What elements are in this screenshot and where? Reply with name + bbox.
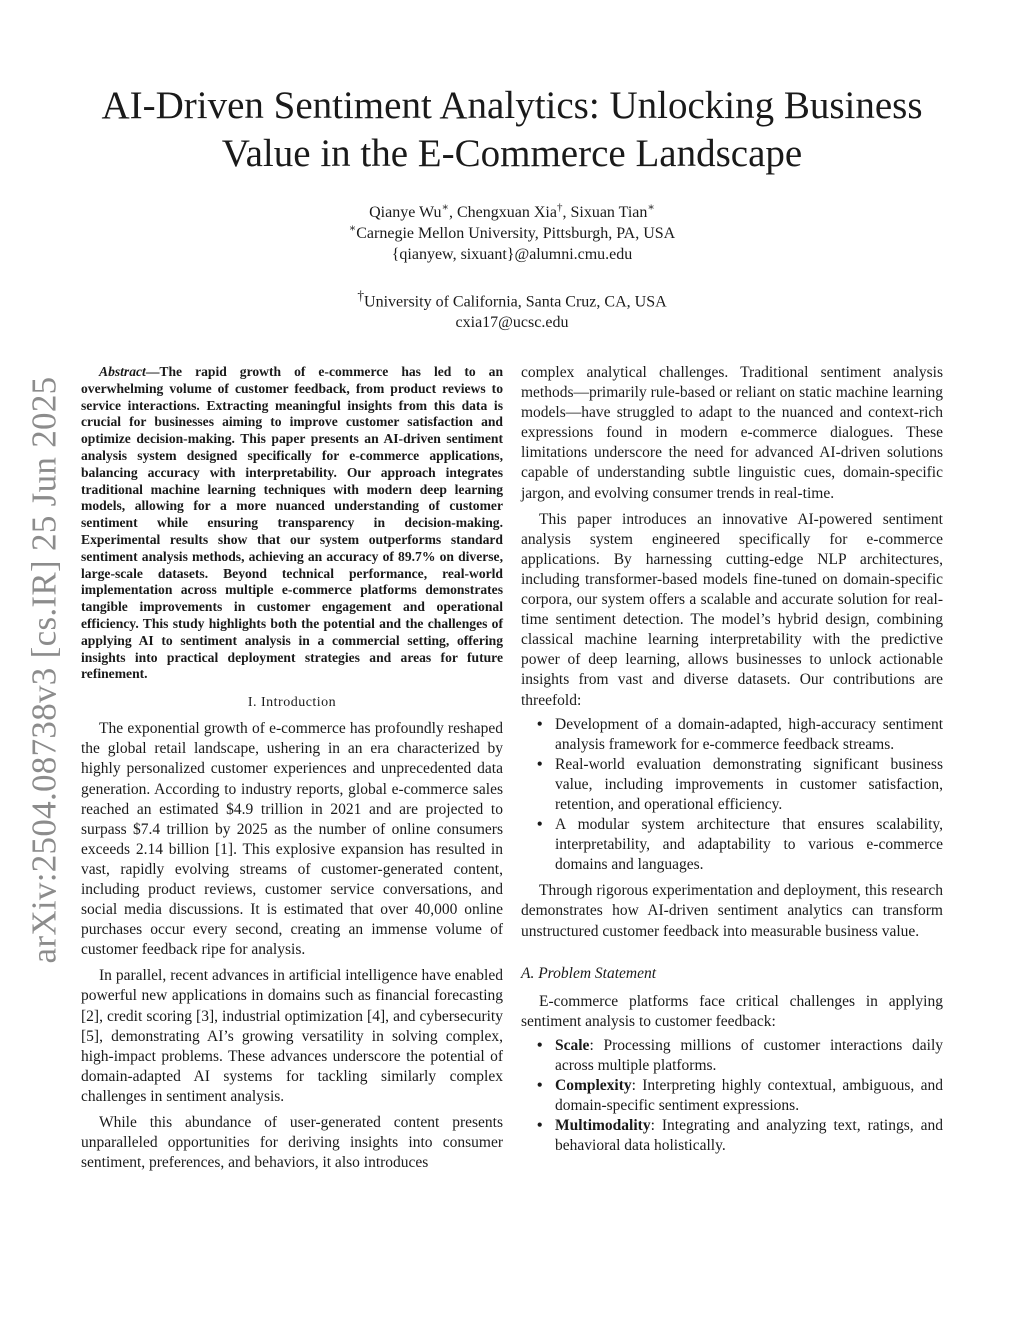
affiliation-2-block xyxy=(160,285,864,333)
affiliation-2-mark: † xyxy=(357,288,365,303)
intro-paragraph-1: The exponential growth of e-commerce has profoundly reshaped the global retail landscape, ushering in an era characterized by highly personalized customer experiences and unprecedented data generation. According to industry reports, global e-commerce sales reached an estimated $4.9 trillion in 2021 and are projected to surpass $7.4 trillion by 2025 as the number of online consumers exceeds 2.14 billion [1]. This explosive expansion has resulted in vast, rapidly evolving streams of customer-generated content, including product reviews, customer service conversations, and social media discussions. It is estimated that over 40,000 online purchases occur every second, creating an immense volume of customer feedback ripe for analysis. xyxy=(81,720,503,959)
intro-paragraph-5: Through rigorous experimentation and deployment, this research demonstrates how AI-driven sentiment analytics can transform unstructured customer feedback into measurable business value. xyxy=(521,882,943,940)
list-item-term: Complexity xyxy=(555,1077,632,1095)
subsection-heading-problem-statement: A. Problem Statement xyxy=(521,964,657,982)
list-item-text: : Processing millions of customer interactions daily across multiple platforms. xyxy=(555,1036,943,1074)
title-line-1: AI-Driven Sentiment Analytics: Unlocking Business xyxy=(101,84,923,127)
intro-paragraph-2: In parallel, recent advances in artificial intelligence have enabled powerful new applications in domains such as financial forecasting [2], credit scoring [3], industrial optimization [4], and cybersecurity [5], demonstrating AI’s growing versatility in solving complex, high-impact problems. These advances underscore the potential of domain-adapted AI systems for tackling similarly complex challenges in sentiment analysis. xyxy=(81,967,503,1105)
abstract-text: The rapid growth of e-commerce has led to an overwhelming volume of customer feedback, from product reviews to service interactions. Extracting meaningful insights from this data is crucial for businesses aiming to improve customer satisfaction and optimize decision-making. This paper presents an AI-driven sentiment analysis system designed specifically for e-commerce applications, balancing accuracy with interpretability. Our approach integrates traditional machine learning techniques with modern deep learning models, allowing for a more nuanced understanding of customer sentiment while ensuring transparency in decision-making. Experimental results show that our system outperforms standard sentiment analysis methods, achieving an accuracy of 89.7% on diverse, large-scale datasets. Beyond technical performance, real-world implementation across multiple e-commerce platforms demonstrates tangible improvements in customer engagement and operational efficiency. This study highlights both the potential and the challenges of applying AI to sentiment analysis in a commercial setting, offering insights into practical deployment strategies and areas for future refinement. xyxy=(81,364,503,682)
problem-list xyxy=(521,1036,943,1157)
list-item xyxy=(521,1076,943,1116)
affiliation-1-text: Carnegie Mellon University, Pittsburgh, PA, USA xyxy=(356,225,676,242)
abstract-label: Abstract xyxy=(99,364,146,379)
author-3: Sixuan Tian xyxy=(570,204,648,221)
right-column xyxy=(521,363,943,1162)
contributions-list xyxy=(521,715,943,876)
affiliation-2 xyxy=(160,285,864,312)
list-item xyxy=(521,1116,943,1156)
bullet-icon: • xyxy=(537,755,543,773)
author-block xyxy=(160,202,864,265)
bullet-icon: • xyxy=(537,816,543,834)
author-separator: , xyxy=(448,204,457,221)
list-item-text: Development of a domain-adapted, high-accuracy sentiment analysis framework for e-commerce feedback streams. xyxy=(555,715,943,753)
bullet-icon: • xyxy=(537,1117,543,1135)
intro-paragraph-3: While this abundance of user-generated content presents unparalleled opportunities for deriving insights into consumer sentiment, preferences, and behaviors, it also introduces xyxy=(81,1114,503,1172)
title-line-2: Value in the E-Commerce Landscape xyxy=(221,132,803,175)
list-item-term: Multimodality xyxy=(555,1117,651,1135)
author-3-mark: ∗ xyxy=(647,201,655,214)
affiliation-2-text: University of California, Santa Cruz, CA, USA xyxy=(364,293,667,311)
intro-paragraph-4: This paper introduces an innovative AI-powered sentiment analysis system engineered specifically for e-commerce applications. By harnessing cutting-edge NLP architectures, including transformer-based models fine-tuned on domain-specific corpora, our system offers a scalable and accurate solution for real-time sentiment detection. The model’s hybrid design, combining classical machine learning interpretability with the predictive power of deep learning, allows businesses to unlock actionable insights from vast and diverse datasets. Our contributions are threefold: xyxy=(521,510,943,709)
abstract-dash: — xyxy=(145,364,160,379)
affiliation-1 xyxy=(160,223,864,244)
list-item xyxy=(521,1036,943,1076)
list-item xyxy=(521,815,943,875)
email-1: {qianyew, sixuant}@alumni.cmu.edu xyxy=(391,246,633,263)
author-1: Qianye Wu xyxy=(369,204,442,221)
paper-title xyxy=(60,82,964,178)
list-item xyxy=(521,755,943,815)
abstract xyxy=(81,364,503,683)
list-item-term: Scale xyxy=(555,1036,590,1054)
left-column xyxy=(81,364,503,1173)
author-2-mark: † xyxy=(556,201,563,214)
intro-paragraph-3-continued: complex analytical challenges. Traditional sentiment analysis methods—primarily rule-based or reliant on static machine learning models—have struggled to adapt to the nuanced and context-rich expressions found in modern e-commerce dialogues. These limitations underscore the need for advanced AI-driven solutions capable of understanding subtle linguistic cues, domain-specific jargon, and evolving consumer trends in real-time. xyxy=(521,364,943,502)
arxiv-identifier: arXiv:2504.08738v3 [cs.IR] 25 Jun 2025 xyxy=(24,376,63,964)
bullet-icon: • xyxy=(537,1077,543,1095)
author-separator: , xyxy=(562,204,571,221)
bullet-icon: • xyxy=(537,715,543,733)
list-item-text: : Integrating and analyzing text, ratings, and behavioral data holistically. xyxy=(555,1117,943,1155)
problem-intro: E-commerce platforms face critical challenges in applying sentiment analysis to customer feedback: xyxy=(521,992,943,1030)
list-item-text: Real-world evaluation demonstrating significant business value, including improvements in customer satisfaction, retention, and operational efficiency. xyxy=(555,755,943,813)
author-names xyxy=(160,202,864,223)
list-item-text: A modular system architecture that ensures scalability, interpretability, and adaptability to various e-commerce domains and languages. xyxy=(555,816,943,874)
author-2: Chengxuan Xia xyxy=(456,204,557,221)
arxiv-side-stamp xyxy=(12,376,76,964)
list-item-text: : Interpreting highly contextual, ambiguous, and domain-specific sentiment expressions. xyxy=(555,1077,943,1115)
author-1-mark: ∗ xyxy=(441,201,449,214)
affiliation-1-mark: ∗ xyxy=(348,222,357,235)
email-2: cxia17@ucsc.edu xyxy=(455,314,569,332)
bullet-icon: • xyxy=(537,1036,543,1054)
section-heading-introduction: I. Introduction xyxy=(247,695,337,711)
list-item xyxy=(521,715,943,755)
